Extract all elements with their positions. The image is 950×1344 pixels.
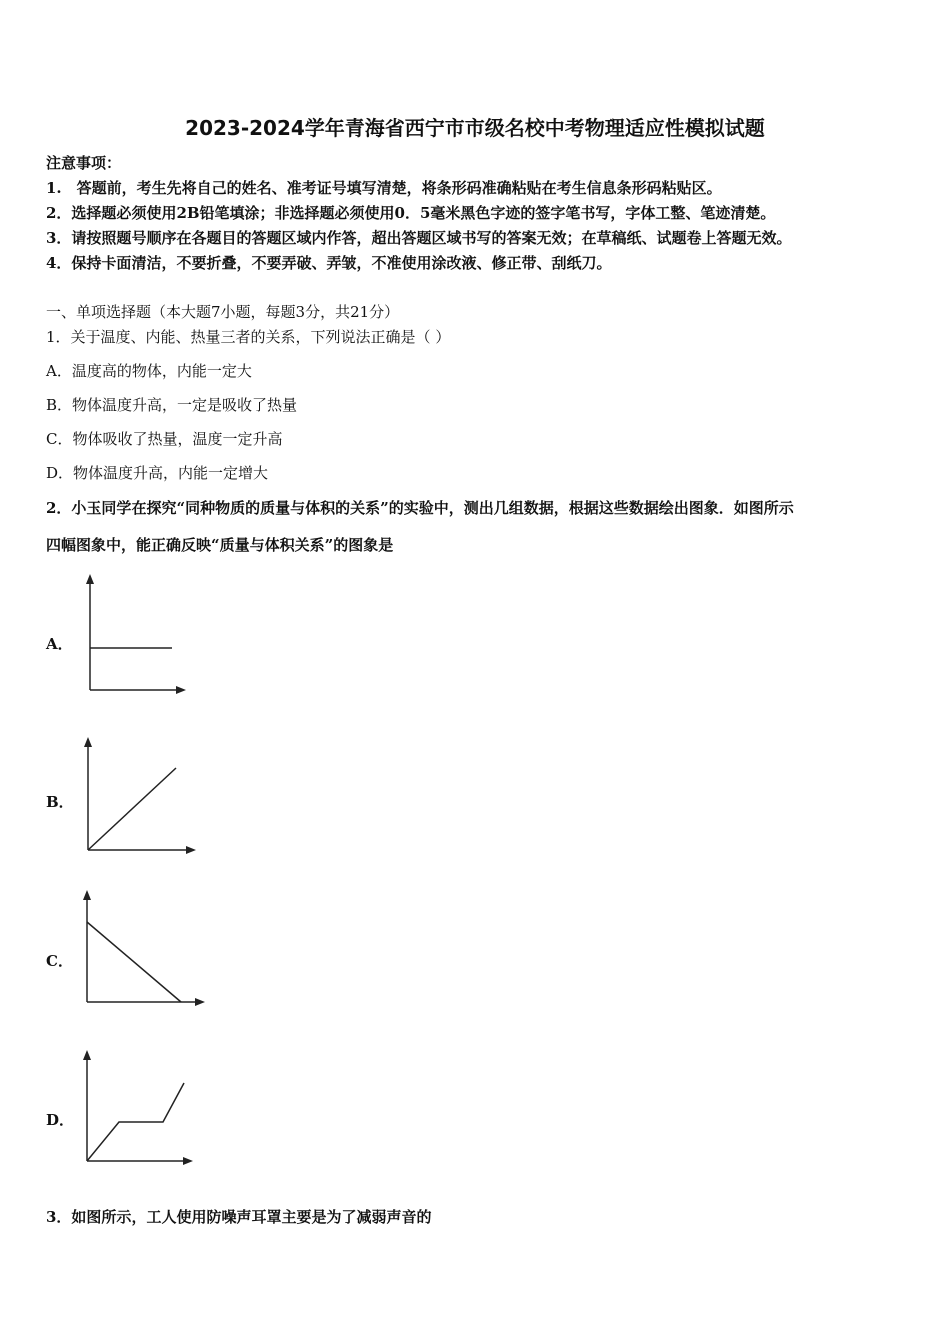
question-1-option-a: A．温度高的物体，内能一定大 (46, 362, 252, 380)
graph-d-line (87, 1083, 184, 1161)
graph-d-y-arrow (83, 1050, 91, 1060)
question-1-option-c: C．物体吸收了热量，温度一定升高 (46, 430, 283, 448)
graph-c (77, 886, 212, 1011)
notes-item-2: 2．选择题必须使用2B铅笔填涂；非选择题必须使用0．5毫米黑色字迹的签字笔书写，字体工整、笔迹清楚。 (46, 204, 776, 222)
question-2-stem-line-2: 四幅图象中，能正确反映“质量与体积关系”的图象是 (46, 536, 394, 554)
question-1-option-b: B．物体温度升高，一定是吸收了热量 (46, 396, 298, 414)
graph-c-y-arrow (83, 890, 91, 900)
question-1-option-d: D．物体温度升高，内能一定增大 (46, 464, 269, 482)
page-title: 2023-2024学年青海省西宁市市级名校中考物理适应性模拟试题 (185, 116, 765, 140)
graph-a (80, 570, 190, 700)
notes-item-3: 3．请按照题号顺序在各题目的答题区域内作答，超出答题区域书写的答案无效；在草稿纸、试题卷上答题无效。 (46, 229, 792, 247)
graph-d (77, 1046, 202, 1171)
graph-b-line (88, 768, 176, 850)
notes-heading: 注意事项： (46, 154, 122, 172)
graph-b-y-arrow (84, 737, 92, 747)
graph-a-x-arrow (176, 686, 186, 694)
graph-c-x-arrow (195, 998, 205, 1006)
question-3-stem: 3．如图所示，工人使用防噪声耳罩主要是为了减弱声音的 (46, 1208, 432, 1226)
graph-d-label: D． (46, 1111, 75, 1129)
question-1-stem: 1．关于温度、内能、热量三者的关系，下列说法正确是（ ） (46, 328, 451, 346)
notes-item-1: 1. 答题前，考生先将自己的姓名、准考证号填写清楚，将条形码准确粘贴在考生信息条形码粘贴区。 (46, 179, 722, 197)
graph-c-label: C． (46, 952, 73, 970)
graph-a-y-arrow (86, 574, 94, 584)
graph-a-label: A． (46, 635, 73, 653)
graph-b-x-arrow (186, 846, 196, 854)
graph-c-line (87, 922, 181, 1002)
section-heading: 一、单项选择题（本大题7小题，每题3分，共21分） (46, 303, 400, 321)
notes-item-4: 4．保持卡面清洁，不要折叠，不要弄破、弄皱，不准使用涂改液、修正带、刮纸刀。 (46, 254, 612, 272)
graph-b-label: B． (46, 793, 74, 811)
graph-d-x-arrow (183, 1157, 193, 1165)
graph-b (78, 733, 203, 863)
question-2-stem-line-1: 2．小玉同学在探究“同种物质的质量与体积的关系”的实验中，测出几组数据，根据这些数据绘出图象．如图所示 (46, 499, 794, 517)
